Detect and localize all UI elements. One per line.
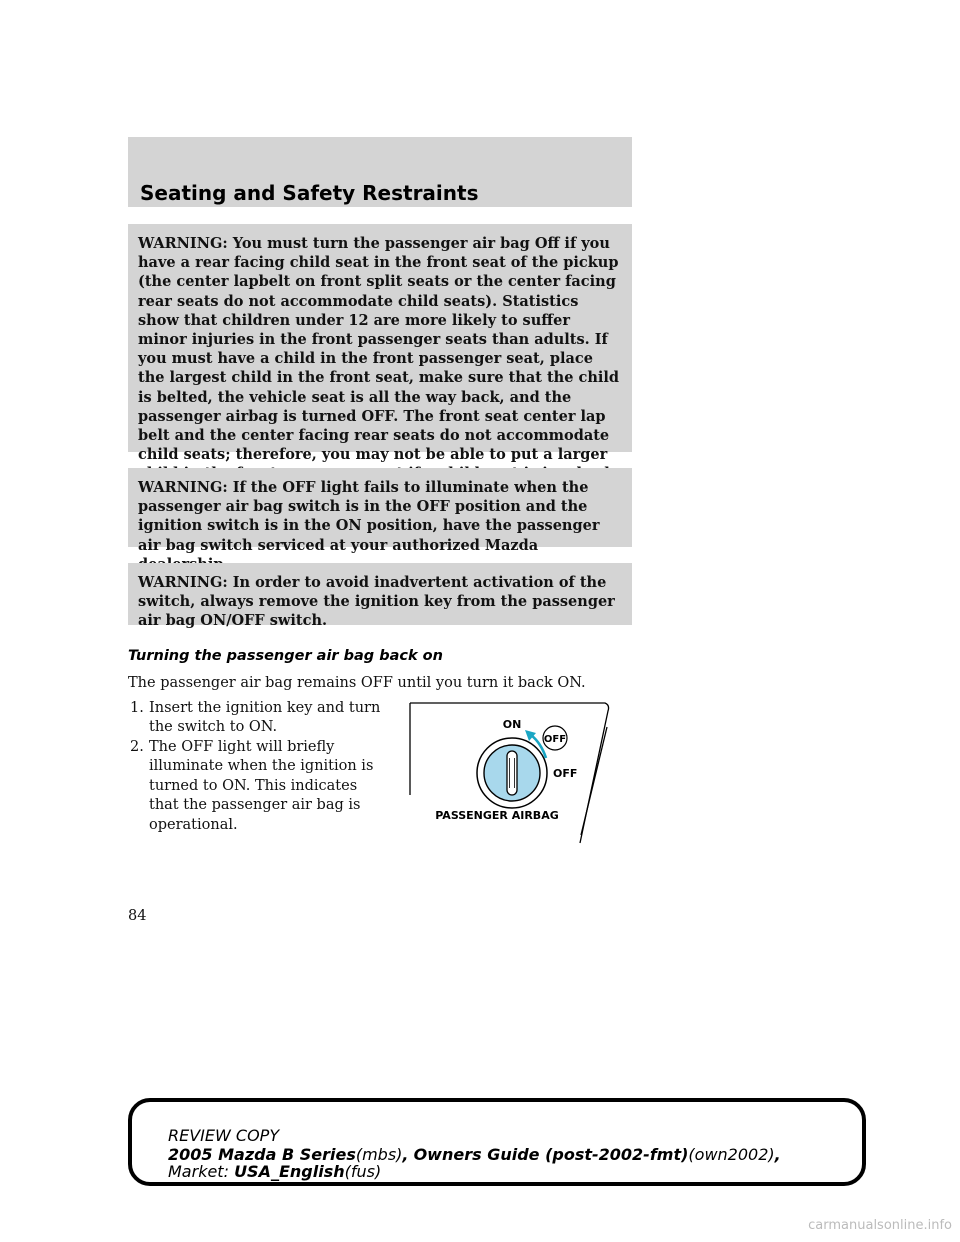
key-slot [507,751,517,795]
section-header [128,137,632,207]
step-number: 1. [130,700,144,716]
guide-name: Owners Guide (post-2002-fmt) [413,1145,689,1164]
warning-box-child-seat: WARNING: You must turn the passenger air bag Off if you have a rear facing child seat in the front seat of the pickup (the center lapbelt on front split seats or the center facing rear seats do not accommodate child seats). Statistics show that children under 12 are more likely to suffer minor injuries in the front passenger seats than adults. If you must have a child in the front passenger seat, place the largest child in the front seat, make sure that the child is belted, the vehicle seat is all the way back, and the passenger airbag is turned OFF. The front seat center lap belt and the center facing rear seats do not accommodate child seats; therefore, you may not be able to put a larger [128,224,632,452]
warning-box-off-light: WARNING: If the OFF light fails to illuminate when the passenger air bag switch is in the OFF position and the ignition switch is in the ON position, have the passenger air bag switch serviced at your authorized Mazda [128,468,632,547]
step-number: 2. [130,739,144,755]
panel-label: PASSENGER AIRBAG [435,809,559,822]
market-name: USA_English [234,1162,345,1181]
review-copy-footer [128,1098,866,1186]
step-text: The OFF light will briefly illuminate when the ignition is turned to ON. This indicates that the passenger air bag is operational. [149,739,374,833]
review-label: REVIEW COPY [168,1126,280,1145]
subheading: Turning the passenger air bag back on [128,648,443,664]
intro-paragraph: The passenger air bag remains OFF until you turn it back ON. [128,675,586,691]
market-line [168,1162,381,1181]
market-code: (fus) [344,1162,382,1181]
separator: , [402,1145,409,1164]
separator: , [774,1145,781,1164]
watermark: carmanualsonline.info [808,1218,952,1233]
airbag-switch-illustration [405,695,625,845]
model-name: 2005 Mazda B Series [168,1145,356,1164]
off-label: OFF [553,767,578,780]
page-number: 84 [128,908,147,924]
guide-code: (own2002) [688,1145,775,1164]
market-label: Market: [168,1162,229,1181]
warning-box-ignition-key: WARNING: In order to avoid inadvertent activation of the switch, always remove the ignition key from the passenger air bag ON/OFF switch. [128,563,632,625]
section-title: Seating and Safety Restraints [140,181,479,205]
model-code: (mbs) [355,1145,403,1164]
off-light-label: OFF [543,734,567,745]
step-text: Insert the ignition key and turn the switch to ON. [149,700,381,736]
on-label: ON [502,718,522,731]
